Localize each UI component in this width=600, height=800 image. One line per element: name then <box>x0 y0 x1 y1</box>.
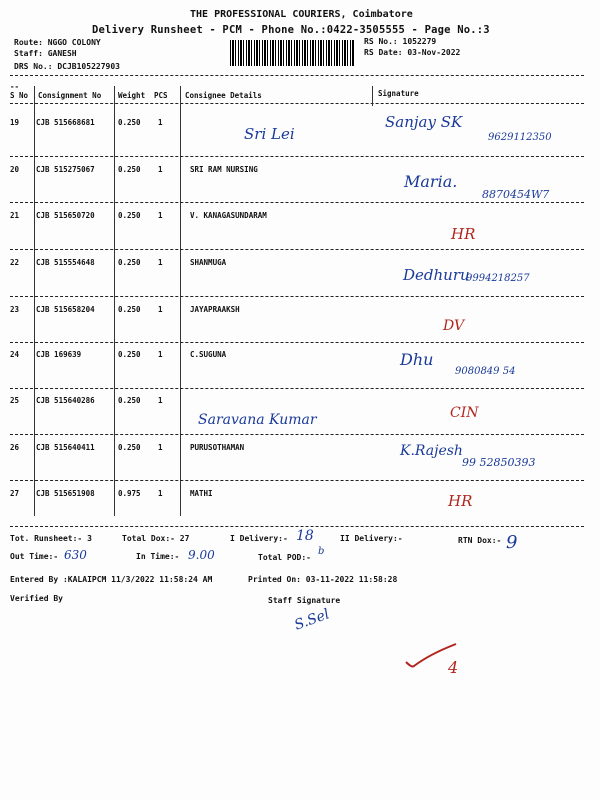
table-row-pcs: 1 <box>158 118 163 127</box>
handwritten-phone: 9629112350 <box>488 132 552 143</box>
table-row-sno: 19 <box>10 118 20 127</box>
table-row-sno: 20 <box>10 165 20 174</box>
table-row-consignee: PURUSOTHAMAN <box>190 443 245 452</box>
table-row-sno: 23 <box>10 305 20 314</box>
table-row-consignment: CJB 515650720 <box>36 211 95 220</box>
staff: Staff: GANESH <box>14 49 77 58</box>
table-row-pcs: 1 <box>158 258 163 267</box>
table-row-pcs: 1 <box>158 305 163 314</box>
table-row-sno: 26 <box>10 443 20 452</box>
handwritten-initials: CIN <box>450 405 479 421</box>
handwritten-initials: HR <box>451 225 476 243</box>
i-delivery-value: 18 <box>296 528 314 544</box>
handwritten-mark: 4 <box>448 658 459 677</box>
out-time-value: 630 <box>64 548 87 562</box>
verified-by: Verified By <box>10 594 63 603</box>
table-row-consignee: MATHI <box>190 489 213 498</box>
handwritten-initials: HR <box>448 492 473 510</box>
i-delivery-label: I Delivery:- <box>230 534 288 543</box>
table-row-pcs: 1 <box>158 443 163 452</box>
table-row-pcs: 1 <box>158 211 163 220</box>
table-row-consignee: C.SUGUNA <box>190 350 227 359</box>
col-sno: S No <box>10 91 29 100</box>
total-pod-value: b <box>318 546 325 557</box>
drs-number: DRS No.: DCJB105227903 <box>14 62 120 71</box>
table-row-weight: 0.250 <box>118 396 141 405</box>
ii-delivery-label: II Delivery:- <box>340 534 403 543</box>
table-row-weight: 0.250 <box>118 165 141 174</box>
table-row-pcs: 1 <box>158 165 163 174</box>
table-row-consignment: CJB 515668681 <box>36 118 95 127</box>
divider <box>10 75 584 76</box>
table-row-consignment: CJB 515275067 <box>36 165 95 174</box>
handwritten-phone: 99 52850393 <box>462 456 536 469</box>
handwritten-phone: 9080849 54 <box>455 366 516 377</box>
tick-mark-icon <box>400 640 480 690</box>
entered-by: Entered By :KALAIPCM 11/3/2022 11:58:24 AM <box>10 575 213 584</box>
table-row-consignee: V. KANAGASUNDARAM <box>190 211 267 220</box>
handwritten-signature: Dhu <box>400 350 434 369</box>
runsheet-title: Delivery Runsheet - PCM - Phone No.:0422-3505555 - Page No.:3 <box>92 24 490 36</box>
printed-on: Printed On: 03-11-2022 11:58:28 <box>248 575 398 584</box>
col-consignment: Consignment No <box>38 91 102 100</box>
handwritten-consignee: Sri Lei <box>244 125 295 143</box>
in-time-value: 9.00 <box>188 548 215 562</box>
handwritten-phone: 8870454W7 <box>482 188 550 201</box>
staff-signature: S.Sel <box>292 606 332 634</box>
col-signature: Signature <box>378 89 419 98</box>
rtn-dox-value: 9 <box>506 532 518 553</box>
table-row-sno: 22 <box>10 258 20 267</box>
col-consignee: Consignee Details <box>185 91 262 100</box>
route: Route: NGGO COLONY <box>14 38 101 47</box>
table-row-weight: 0.250 <box>118 305 141 314</box>
table-row-weight: 0.250 <box>118 211 141 220</box>
in-time-label: In Time:- <box>136 552 180 561</box>
table-row-consignment: CJB 515658204 <box>36 305 95 314</box>
col-pcs: PCS <box>154 91 168 100</box>
table-row-consignment: CJB 169639 <box>36 350 82 359</box>
table-row-weight: 0.250 <box>118 118 141 127</box>
table-row-consignment: CJB 515640411 <box>36 443 95 452</box>
tot-runsheet: Tot. Runsheet:- 3 <box>10 534 92 543</box>
table-row-consignee: SRI RAM NURSING <box>190 165 258 174</box>
table-row-pcs: 1 <box>158 489 163 498</box>
table-row-pcs: 1 <box>158 350 163 359</box>
table-row-weight: 0.250 <box>118 258 141 267</box>
total-dox: Total Dox:- 27 <box>122 534 190 543</box>
rtn-dox-label: RTN Dox:- <box>458 536 502 545</box>
staff-signature-label: Staff Signature <box>268 596 341 605</box>
table-row-consignment: CJB 515640286 <box>36 396 95 405</box>
col-weight: Weight <box>118 91 146 100</box>
table-row-sno: 27 <box>10 489 20 498</box>
company-name: THE PROFESSIONAL COURIERS, Coimbatore <box>190 9 413 20</box>
table-row-consignee: JAYAPRAAKSH <box>190 305 240 314</box>
table-row-pcs: 1 <box>158 396 163 405</box>
handwritten-signature: K.Rajesh <box>400 443 463 459</box>
table-row-consignment: CJB 515554648 <box>36 258 95 267</box>
rs-date: RS Date: 03-Nov-2022 <box>364 48 461 57</box>
handwritten-initials: DV <box>443 318 465 334</box>
table-row-consignment: CJB 515651908 <box>36 489 95 498</box>
barcode <box>230 40 354 66</box>
table-row-sno: 21 <box>10 211 20 220</box>
out-time-label: Out Time:- <box>10 552 59 561</box>
table-row-weight: 0.250 <box>118 443 141 452</box>
table-row-consignee: SHANMUGA <box>190 258 227 267</box>
handwritten-consignee: Saravana Kumar <box>198 412 317 428</box>
table-row-weight: 0.975 <box>118 489 141 498</box>
divider <box>10 103 584 104</box>
total-pod-label: Total POD:- <box>258 553 311 562</box>
handwritten-signature: Maria. <box>404 172 458 191</box>
table-row-sno: 25 <box>10 396 20 405</box>
handwritten-signature: Dedhuru <box>403 266 470 284</box>
handwritten-signature: Sanjay SK <box>385 113 463 131</box>
handwritten-phone: 9994218257 <box>466 273 530 284</box>
table-row-weight: 0.250 <box>118 350 141 359</box>
rs-number: RS No.: 1052279 <box>364 37 437 46</box>
table-row-sno: 24 <box>10 350 20 359</box>
